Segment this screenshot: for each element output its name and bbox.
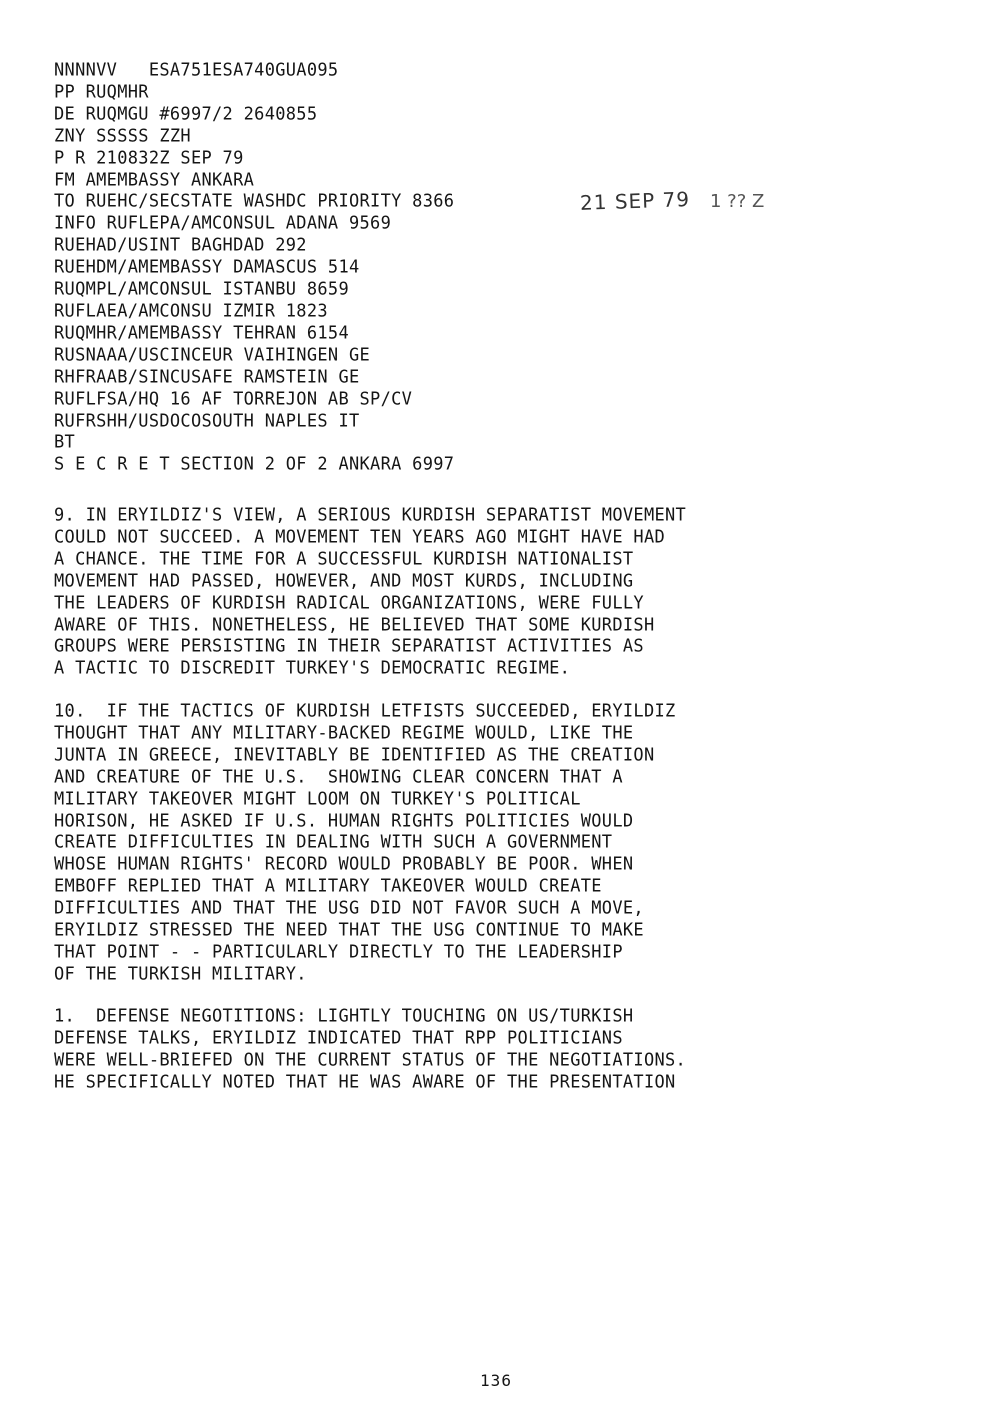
header-line: PP RUQMHR <box>54 81 149 103</box>
handwritten-date-stamp: 21 SEP 79 <box>579 187 691 215</box>
paragraph-line: COULD NOT SUCCEED. A MOVEMENT TEN YEARS AGO MIGHT HAVE HAD <box>54 526 666 548</box>
header-line: NNNNVV ESA751ESA740GUA095 <box>54 60 339 81</box>
header-line: RUFLFSA/HQ 16 AF TORREJON AB SP/CV <box>54 388 413 410</box>
paragraph-line: 1. DEFENSE NEGOTITIONS: LIGHTLY TOUCHING ON US/TURKISH <box>54 1006 634 1027</box>
paragraph-line: DEFENSE TALKS, ERYILDIZ INDICATED THAT RPP POLITICIANS <box>54 1027 623 1049</box>
paragraph-line: GROUPS WERE PERSISTING IN THEIR SEPARATIST ACTIVITIES AS <box>54 636 644 658</box>
paragraph-9 <box>54 505 844 680</box>
paragraph-line: A TACTIC TO DISCREDIT TURKEY'S DEMOCRATIC REGIME. <box>54 658 571 680</box>
header-line: TO RUEHC/SECSTATE WASHDC PRIORITY 8366 <box>54 191 455 213</box>
paragraph-line: AWARE OF THIS. NONETHELESS, HE BELIEVED THAT SOME KURDISH <box>54 614 655 636</box>
paragraph-line: THAT POINT - - PARTICULARLY DIRECTLY TO THE LEADERSHIP <box>54 941 623 963</box>
header-line: RUFLAEA/AMCONSU IZMIR 1823 <box>54 300 328 322</box>
header-line: INFO RUFLEPA/AMCONSUL ADANA 9569 <box>54 213 392 235</box>
header-line: RUEHAD/USINT BAGHDAD 292 <box>54 235 307 257</box>
paragraph-line: HE SPECIFICALLY NOTED THAT HE WAS AWARE OF THE PRESENTATION <box>54 1071 676 1093</box>
paragraph-line: JUNTA IN GREECE, INEVITABLY BE IDENTIFIED AS THE CREATION <box>54 744 655 766</box>
paragraph-line: OF THE TURKISH MILITARY. <box>54 963 307 985</box>
paragraph-line: THOUGHT THAT ANY MILITARY-BACKED REGIME WOULD, LIKE THE <box>54 722 634 744</box>
header-line: RUQMHR/AMEMBASSY TEHRAN 6154 <box>54 322 349 344</box>
paragraph-line: EMBOFF REPLIED THAT A MILITARY TAKEOVER WOULD CREATE <box>54 876 602 898</box>
paragraph-line: DIFFICULTIES AND THAT THE USG DID NOT FAVOR SUCH A MOVE, <box>54 898 644 919</box>
paragraph-line: THE LEADERS OF KURDISH RADICAL ORGANIZATIONS, WERE FULLY <box>54 592 644 614</box>
page-number: 136 <box>480 1371 512 1390</box>
handwritten-time-note: 1 ?? Z <box>710 191 765 212</box>
paragraph-line: 9. IN ERYILDIZ'S VIEW, A SERIOUS KURDISH SEPARATIST MOVEMENT <box>54 505 687 526</box>
paragraph-10 <box>54 701 844 986</box>
paragraph-line: HORISON, HE ASKED IF U.S. HUMAN RIGHTS POLITICIES WOULD <box>54 810 634 832</box>
header-line: BT <box>54 432 76 454</box>
header-line: ZNY SSSSS ZZH <box>54 125 191 147</box>
header-line: DE RUQMGU #6997/2 2640855 <box>54 103 318 125</box>
paragraph-line: A CHANCE. THE TIME FOR A SUCCESSFUL KURDISH NATIONALIST <box>54 548 634 570</box>
header-line: RUSNAAA/USCINCEUR VAIHINGEN GE <box>54 344 371 366</box>
paragraph-line: CREATE DIFFICULTIES IN DEALING WITH SUCH A GOVERNMENT <box>54 832 613 854</box>
paragraph-line: ERYILDIZ STRESSED THE NEED THAT THE USG CONTINUE TO MAKE <box>54 920 644 941</box>
header-line: RHFRAAB/SINCUSAFE RAMSTEIN GE <box>54 366 360 388</box>
header-line: RUQMPL/AMCONSUL ISTANBU 8659 <box>54 279 349 300</box>
paragraph-line: 10. IF THE TACTICS OF KURDISH LETFISTS SUCCEEDED, ERYILDIZ <box>54 701 676 722</box>
header-line: RUEHDM/AMEMBASSY DAMASCUS 514 <box>54 257 360 278</box>
paragraph-line: WHOSE HUMAN RIGHTS' RECORD WOULD PROBABLY BE POOR. WHEN <box>54 854 634 876</box>
classification-line: S E C R E T SECTION 2 OF 2 ANKARA 6997 <box>54 454 455 476</box>
header-line: RUFRSHH/USDOCOSOUTH NAPLES IT <box>54 410 360 432</box>
header-line: FM AMEMBASSY ANKARA <box>54 169 255 191</box>
paragraph-line: MOVEMENT HAD PASSED, HOWEVER, AND MOST KURDS, INCLUDING <box>54 570 634 592</box>
paragraph-11 <box>54 1006 844 1094</box>
paragraph-line: AND CREATURE OF THE U.S. SHOWING CLEAR CONCERN THAT A <box>54 766 623 788</box>
header-line: P R 210832Z SEP 79 <box>54 147 244 169</box>
paragraph-line: WERE WELL-BRIEFED ON THE CURRENT STATUS OF THE NEGOTIATIONS. <box>54 1049 687 1071</box>
cable-header <box>54 60 774 476</box>
paragraph-line: MILITARY TAKEOVER MIGHT LOOM ON TURKEY'S POLITICAL <box>54 788 581 810</box>
